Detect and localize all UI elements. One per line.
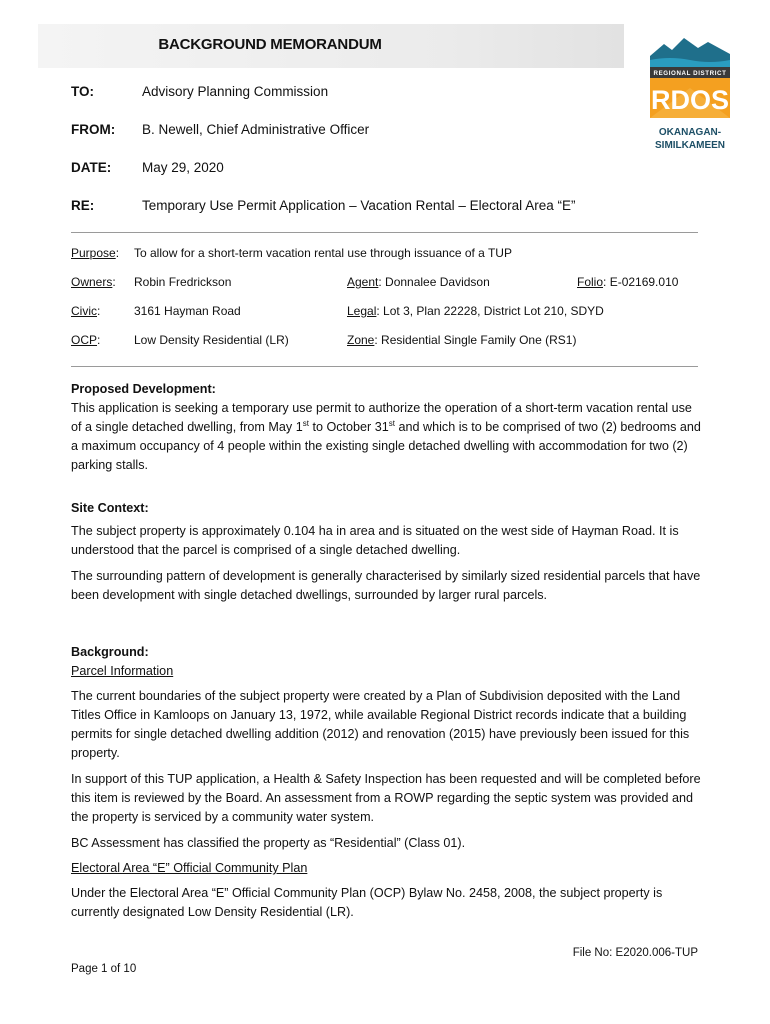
ocp-value: Low Density Residential (LR) — [134, 333, 289, 347]
site-context-paragraph-2: The surrounding pattern of development is generally characterised by similarly sized residential parcels that have been development with single detached dwellings, surrounded by larger rural parcels. — [71, 569, 701, 602]
memo-from-label: FROM: — [71, 122, 116, 137]
proposed-development-heading: Proposed Development: — [71, 382, 216, 396]
zone-field: Zone: Residential Single Family One (RS1) — [347, 333, 577, 347]
proposed-development-paragraph: This application is seeking a temporary use permit to authorize the operation of a short-term vacation rental use of a single detached dwelling, from May 1st to October 31st and which is to be comprised of two (2) bedrooms and a maximum occupancy of 4 people within the existing single detached dwelling with accommodation for two (2) parking stalls. — [71, 401, 701, 472]
background-paragraph-2: In support of this TUP application, a Health & Safety Inspection has been requested and will be completed before this item is reviewed by the Board. An assessment from a ROWP regarding the septic system was provided and the property is serviced by a community water system. — [71, 772, 701, 824]
site-context-section — [71, 499, 701, 605]
memo-date-label: DATE: — [71, 160, 112, 175]
memo-date-value: May 29, 2020 — [142, 160, 224, 175]
divider-top — [71, 232, 698, 233]
rdos-logo — [646, 34, 734, 154]
memo-re-label: RE: — [71, 198, 95, 213]
background-heading: Background: — [71, 645, 149, 659]
ocp-field: OCP: — [71, 333, 101, 347]
document-title: BACKGROUND MEMORANDUM — [158, 36, 382, 53]
civic-label: Civic — [71, 304, 97, 318]
agent-field: Agent: Donnalee Davidson — [347, 275, 490, 289]
memo-to-value: Advisory Planning Commission — [142, 84, 329, 99]
logo-okanagan-text: OKANAGAN- — [658, 127, 722, 138]
agent-label: Agent — [347, 275, 379, 289]
logo-similkameen-text: SIMILKAMEEN — [655, 140, 725, 151]
zone-value: Residential Single Family One (RS1) — [381, 333, 577, 347]
memo-to-label: TO: — [71, 84, 94, 99]
legal-field: Legal: Lot 3, Plan 22228, District Lot 210, SDYD — [347, 304, 604, 318]
proposed-development-section — [71, 380, 701, 475]
memo-re-value: Temporary Use Permit Application – Vacation Rental – Electoral Area “E” — [142, 198, 576, 213]
purpose-field: Purpose: — [71, 246, 120, 260]
background-paragraph-1: The current boundaries of the subject property were created by a Plan of Subdivision deposited with the Land Titles Office in Kamloops on January 13, 1972, while available Regional District records indicate that a building permits for single detached dwelling addition (2012) and renovation (2015) have previously been issued for this property. — [71, 689, 690, 760]
civic-value: 3161 Hayman Road — [134, 304, 241, 318]
parcel-information-subheading: Parcel Information — [71, 664, 174, 678]
background-paragraph-3: BC Assessment has classified the property as “Residential” (Class 01). — [71, 836, 466, 850]
logo-rdos-text: RDOS — [650, 85, 730, 115]
folio-value: E-02169.010 — [609, 275, 679, 289]
background-section — [71, 643, 701, 922]
ocp-paragraph: Under the Electoral Area “E” Official Community Plan (OCP) Bylaw No. 2458, 2008, the subject property is currently designated Low Density Residential (LR). — [71, 886, 663, 919]
zone-label: Zone — [347, 333, 375, 347]
owners-value: Robin Fredrickson — [134, 275, 232, 289]
ocp-subheading: Electoral Area “E” Official Community Plan — [71, 861, 308, 875]
legal-value: Lot 3, Plan 22228, District Lot 210, SDYD — [383, 304, 604, 318]
file-number: File No: E2020.006-TUP — [572, 947, 698, 959]
site-context-heading: Site Context: — [71, 501, 149, 515]
folio-field: Folio: E-02169.010 — [577, 275, 679, 289]
memo-from-value: B. Newell, Chief Administrative Officer — [142, 122, 370, 137]
owners-label: Owners — [71, 275, 113, 289]
legal-label: Legal — [347, 304, 377, 318]
agent-value: Donnalee Davidson — [385, 275, 490, 289]
ocp-label: OCP — [71, 333, 98, 347]
purpose-label: Purpose — [71, 246, 116, 260]
owners-field: Owners: — [71, 275, 116, 289]
folio-label: Folio — [577, 275, 604, 289]
divider-bottom — [71, 366, 698, 367]
site-context-paragraph-1: The subject property is approximately 0.104 ha in area and is situated on the west side of Hayman Road. It is understood that the parcel is comprised of a single detached dwelling. — [71, 524, 679, 557]
page-number: Page 1 of 10 — [71, 963, 137, 975]
logo-regional-district: REGIONAL DISTRICT — [653, 70, 727, 77]
purpose-value: To allow for a short-term vacation rental use through issuance of a TUP — [134, 246, 512, 260]
civic-field: Civic: — [71, 304, 101, 318]
